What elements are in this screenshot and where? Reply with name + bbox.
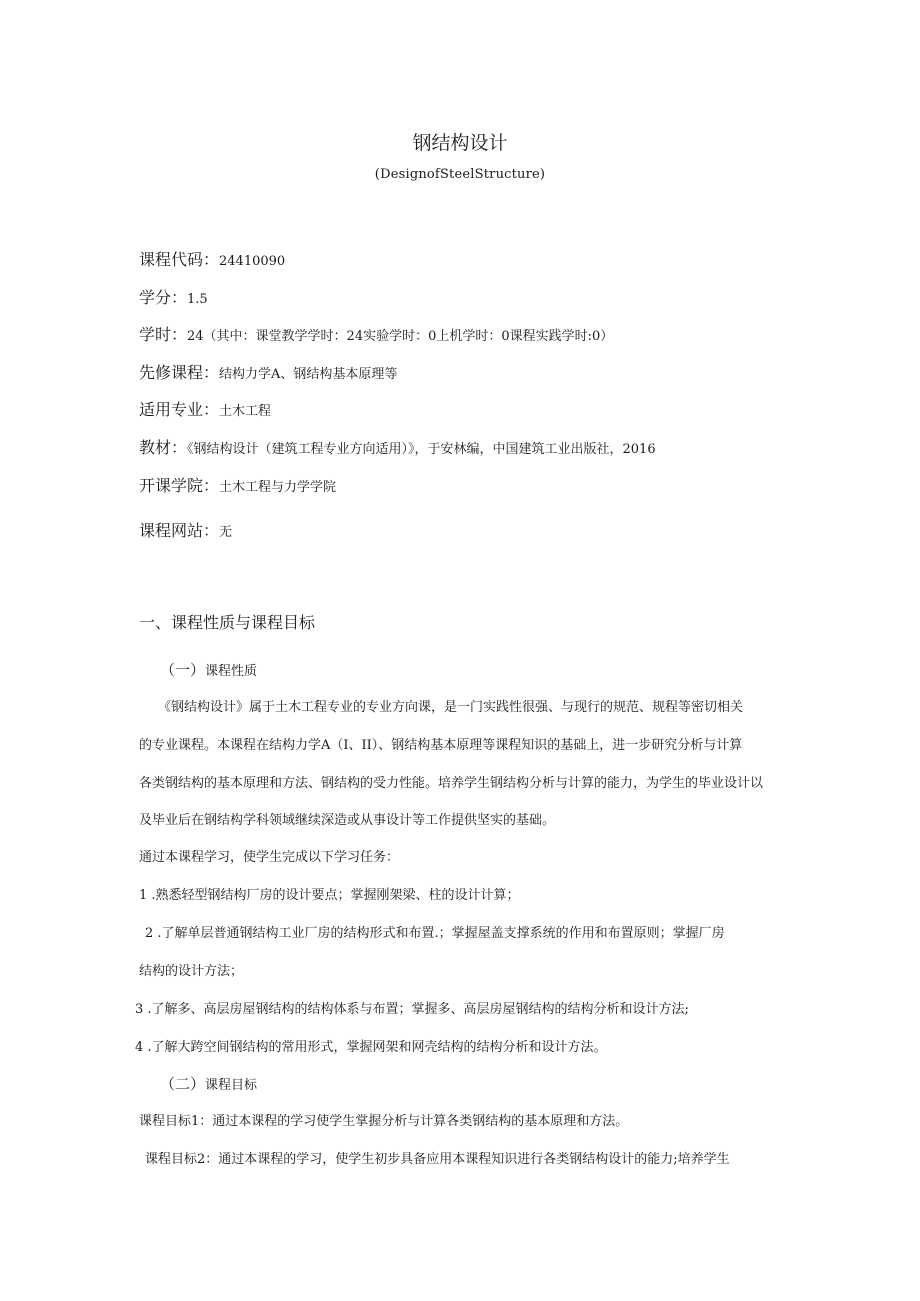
subsection-title: 课程目标 [205,1078,258,1093]
info-value: 24410090 [219,254,286,269]
page-title: 钢结构设计 [412,132,508,154]
info-value: 1.5 [187,292,208,307]
info-label: 适用专业： [139,400,220,419]
info-textbook [139,435,656,458]
info-label: 开课学院： [139,476,220,495]
subsection-title: 课程性质 [205,664,258,679]
info-value: 《钢结构设计（建筑工程专业方向适用）》，于安林编，中国建筑工业出版社，2016 [187,442,656,457]
info-value: 结构力学A、钢结构基本原理等 [219,367,398,382]
task-item-continuation: 结构的设计方法； [139,964,244,979]
info-prerequisites [139,360,397,383]
task-item: 4 .了解大跨空间钢结构的常用形式，掌握网架和网壳结构的结构分析和设计方法。 [135,1040,607,1055]
subsection-number: （二） [160,1075,206,1093]
subsection-goals-heading [160,1073,257,1094]
info-course-code [139,247,285,270]
info-label: 课程网站： [139,521,220,540]
nature-paragraph-line: 的专业课程。本课程在结构力学A（I、II）、钢结构基本原理等课程知识的基础上，进一步研究分析与计算 [139,738,743,753]
nature-paragraph-line: 《钢结构设计》属于土木工程专业的专业方向课，是一门实践性很强、与现行的规范、规程等密切相关 [158,700,744,715]
task-item: 1 .熟悉轻型钢结构厂房的设计要点；掌握刚架梁、柱的设计计算； [139,888,520,903]
task-item: 3 .了解多、高层房屋钢结构的结构体系与布置；掌握多、高层房屋钢结构的结构分析和设计方法; [135,1002,689,1017]
info-value: 无 [219,525,233,540]
task-item: 2 .了解单层普通钢结构工业厂房的结构形式和布置.；掌握屋盖支撑系统的作用和布置原则；掌握厂房 [145,926,725,941]
section-heading: 一、课程性质与课程目标 [139,613,316,632]
nature-paragraph-line: 及毕业后在钢结构学科领域继续深造或从事设计等工作提供坚实的基础。 [139,813,556,828]
info-hours [139,322,613,345]
nature-paragraph-line: 各类钢结构的基本原理和方法、钢结构的受力性能。培养学生钢结构分析与计算的能力，为学生的毕业设计以 [139,776,764,791]
info-label: 教材： [139,438,188,457]
info-label: 先修课程： [139,363,220,382]
info-value: 24（其中：课堂教学学时：24实验学时：0上机学时：0课程实践学时:0） [187,329,614,344]
info-label: 学分： [139,288,188,307]
subsection-number: （一） [160,661,206,679]
info-credits [139,285,208,308]
info-major [139,397,271,420]
subsection-nature-heading [160,659,257,680]
info-college [139,473,336,496]
info-value: 土木工程与力学学院 [219,480,337,495]
goal-item: 课程目标2：通过本课程的学习，使学生初步具备应用本课程知识进行各类钢结构设计的能力;培养学生 [145,1152,730,1167]
tasks-intro: 通过本课程学习，使学生完成以下学习任务： [139,850,400,865]
info-value: 土木工程 [219,404,272,419]
info-label: 学时： [139,325,188,344]
info-website [139,518,232,541]
page-subtitle: (DesignofSteelStructure) [374,167,546,182]
info-label: 课程代码： [139,250,220,269]
goal-item: 课程目标1：通过本课程的学习使学生掌握分析与计算各类钢结构的基本原理和方法。 [139,1114,629,1129]
